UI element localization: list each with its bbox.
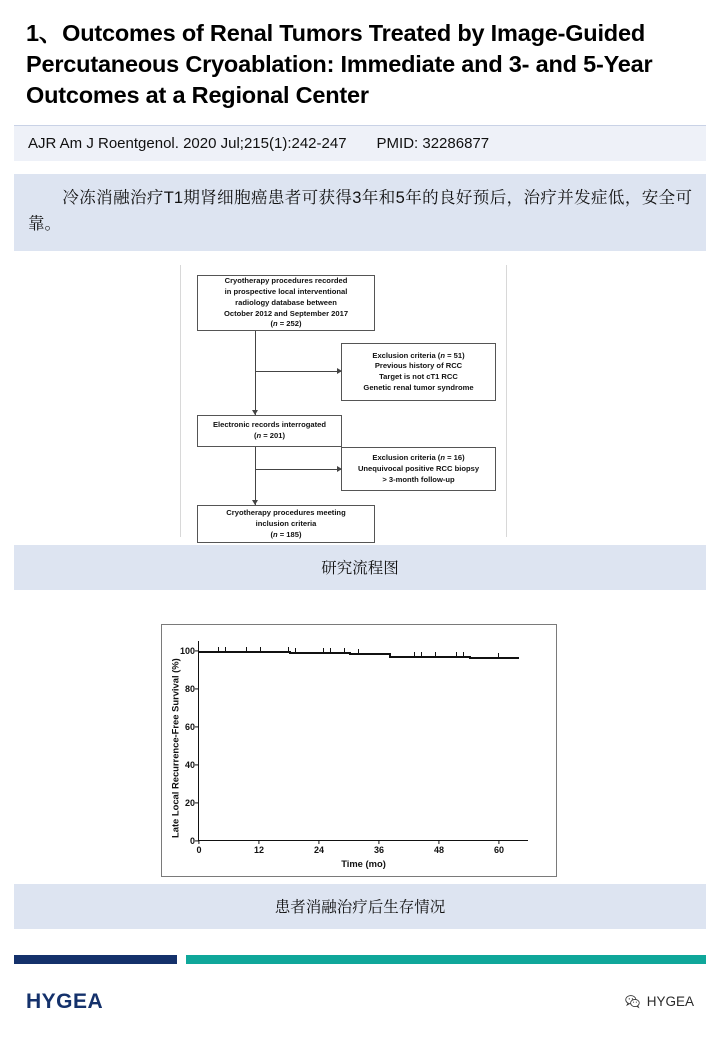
chart-censor-mark (288, 647, 289, 653)
chart-x-tick-label: 24 (313, 845, 325, 856)
chart-censor-mark (358, 649, 359, 655)
chart-y-tick-mark (195, 802, 199, 803)
chart-censor-mark (323, 648, 324, 654)
chart-y-tick-label: 0 (189, 836, 195, 847)
flow-arrowhead-down-2 (252, 500, 258, 505)
flow-box-exclusion-1 (341, 343, 496, 401)
chart-step-segment (469, 657, 499, 659)
summary-box (14, 174, 706, 251)
chart-step-segment (229, 651, 259, 653)
chart-y-axis-label: Late Local Recurrence-Free Survival (%) (169, 658, 181, 839)
chart-x-tick-mark (438, 840, 439, 844)
chart-y-tick-mark (195, 764, 199, 765)
chart-x-tick-mark (498, 840, 499, 844)
footer-bar-navy (14, 955, 177, 964)
wechat-label: HYGEA (646, 994, 694, 1009)
chart-x-tick-label: 36 (373, 845, 385, 856)
chart-x-tick-label: 48 (433, 845, 445, 856)
chart-step-segment (379, 653, 389, 655)
chart-plot-area (179, 641, 528, 870)
chart-step-segment (289, 652, 319, 654)
chart-step-segment (349, 653, 379, 655)
flow-box-records-interrogated (197, 415, 342, 447)
chart-x-tick-label: 0 (196, 845, 202, 856)
chart-censor-mark (330, 648, 331, 654)
flow-arrowhead-right-1 (337, 368, 342, 374)
chart-censor-mark (421, 652, 422, 658)
flow-connector-horizontal-1 (255, 371, 341, 372)
flow-box-4-text: Exclusion criteria (n = 16) Unequivocal positive RCC biopsy > 3-month follow-up (357, 453, 480, 484)
page-title: 1、Outcomes of Renal Tumors Treated by Image-Guided Percutaneous Cryoablation: Immediate and 3- and 5-Year Outcomes at a Regional Center (26, 20, 653, 109)
chart-censor-mark (344, 648, 345, 654)
chart-x-tick-label: 60 (493, 845, 505, 856)
footer (0, 974, 720, 1040)
footer-bar-teal (186, 955, 706, 964)
citation-pmid: PMID: 32286877 (376, 135, 490, 153)
chart-step-segment (389, 656, 409, 658)
flow-box-exclusion-2 (341, 447, 496, 491)
chart-x-tick-mark (198, 840, 199, 844)
figure2-caption: 患者消融治疗后生存情况 (14, 884, 706, 929)
chart-step-segment (439, 656, 469, 658)
flow-connector-horizontal-2 (255, 469, 341, 470)
chart-y-tick-label: 20 (184, 798, 195, 809)
chart-censor-mark (260, 647, 261, 653)
flow-box-included (197, 505, 375, 543)
flow-box-2-text: Exclusion criteria (n = 51) Previous history of RCC Target is not cT1 RCC Genetic renal tumor syndrome (363, 350, 474, 392)
footer-color-bars (14, 955, 706, 964)
chart-y-tick-label: 80 (184, 683, 195, 694)
chart-x-tick-label: 12 (253, 845, 265, 856)
chart-censor-mark (463, 652, 464, 658)
flow-box-procedures-recorded (197, 275, 375, 331)
footer-logo: HYGEA (26, 990, 104, 1013)
chart-y-tick-mark (195, 726, 199, 727)
flowchart-canvas (180, 265, 507, 537)
survival-plot-frame (161, 624, 557, 877)
chart-censor-mark (414, 652, 415, 658)
chart-x-tick-mark (378, 840, 379, 844)
chart-y-tick-label: 60 (184, 721, 195, 732)
chart-censor-mark (456, 652, 457, 658)
footer-bar-gap (177, 955, 186, 964)
chart-censor-mark (246, 647, 247, 653)
chart-x-tick-mark (318, 840, 319, 844)
citation-bar (14, 125, 706, 161)
flow-connector-vertical-2 (255, 447, 256, 505)
figure1-caption: 研究流程图 (14, 545, 706, 590)
wechat-icon (625, 994, 640, 1009)
chart-censor-mark (435, 652, 436, 658)
summary-text: 冷冻消融治疗T1期肾细胞癌患者可获得3年和5年的良好预后，治疗并发症低，安全可靠。 (28, 189, 692, 233)
chart-step-segment (499, 657, 519, 659)
chart-censor-mark (295, 648, 296, 654)
chart-censor-mark (498, 653, 499, 659)
figure-flowchart (14, 261, 706, 541)
chart-y-tick-label: 40 (184, 759, 195, 770)
chart-censor-mark (225, 647, 226, 653)
flow-connector-vertical-1 (255, 331, 256, 415)
flow-box-1-text: Cryotherapy procedures recorded in prospective local interventional radiology database between October 2012 and September 2017 (n = 252) (223, 276, 349, 329)
chart-y-tick-mark (195, 688, 199, 689)
chart-censor-mark (218, 647, 219, 653)
chart-x-axis-label: Time (mo) (341, 858, 386, 870)
flow-arrowhead-right-2 (337, 466, 342, 472)
flow-box-5-text: Cryotherapy procedures meeting inclusion criteria (n = 185) (226, 508, 346, 539)
flow-arrowhead-down-1 (252, 410, 258, 415)
chart-step-segment (259, 651, 289, 653)
figure-survival-plot (14, 624, 706, 884)
wechat-handle (625, 994, 694, 1009)
citation-reference: AJR Am J Roentgenol. 2020 Jul;215(1):242-247 (28, 135, 347, 153)
chart-y-tick-label: 100 (179, 645, 195, 656)
flow-box-3-text: Electronic records interrogated (n = 201) (212, 420, 327, 441)
chart-x-tick-mark (258, 840, 259, 844)
